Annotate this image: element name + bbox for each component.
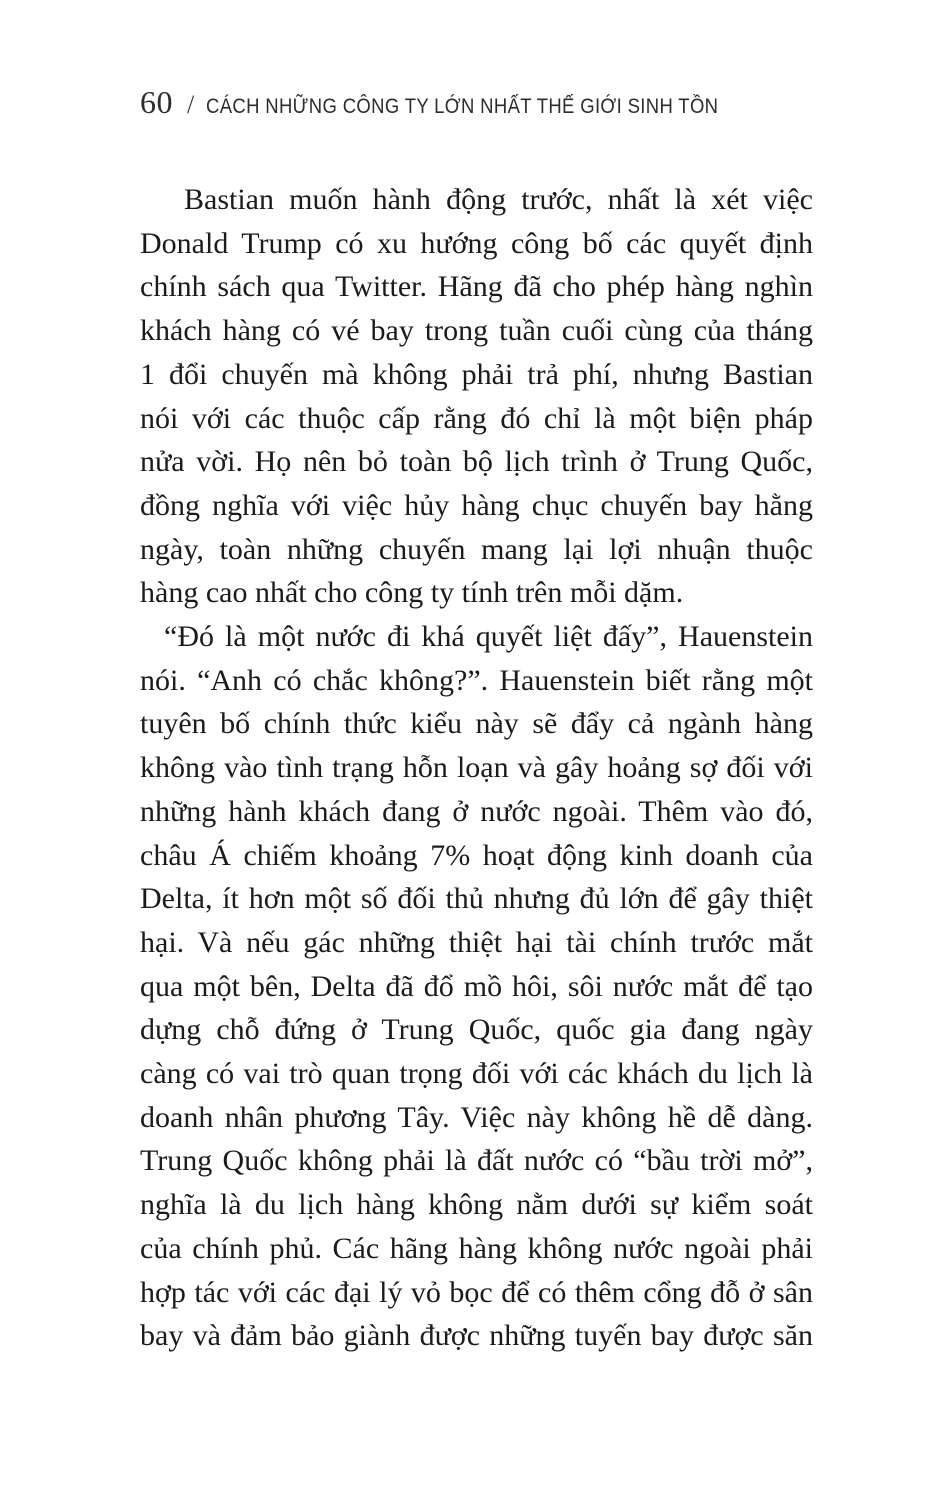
text-line: chính sách qua Twitter. Hãng đã cho phép hàng nghìn bbox=[140, 270, 813, 304]
text-line: Trung Quốc không phải là đất nước có “bầu trời mở”, bbox=[140, 1144, 813, 1178]
text-line: bay và đảm bảo giành được những tuyến bay được săn bbox=[140, 1319, 813, 1353]
text-line: nói với các thuộc cấp rằng đó chỉ là một biện pháp bbox=[140, 401, 813, 435]
text-line: nửa vời. Họ nên bỏ toàn bộ lịch trình ở Trung Quốc, bbox=[140, 445, 813, 479]
text-line: nghĩa là du lịch hàng không nằm dưới sự kiểm soát bbox=[140, 1188, 813, 1222]
text-line: qua một bên, Delta đã đổ mồ hôi, sôi nước mắt để tạo bbox=[140, 969, 813, 1003]
text-line: những hành khách đang ở nước ngoài. Thêm vào đó, bbox=[140, 794, 813, 828]
text-line: của chính phủ. Các hãng hàng không nước ngoài phải bbox=[140, 1231, 813, 1265]
page-header bbox=[140, 84, 788, 120]
text-line: không vào tình trạng hỗn loạn và gây hoảng sợ đối với bbox=[140, 751, 813, 785]
text-line: dựng chỗ đứng ở Trung Quốc, quốc gia đang ngày bbox=[140, 1013, 813, 1047]
text-line: Donald Trump có xu hướng công bố các quyết định bbox=[140, 226, 813, 260]
paragraph-1 bbox=[140, 178, 813, 615]
text-line: hợp tác với các đại lý vỏ bọc để có thêm cổng đỗ ở sân bbox=[140, 1275, 813, 1309]
text-line: khách hàng có vé bay trong tuần cuối cùng của tháng bbox=[140, 314, 813, 348]
running-title: CÁCH NHỮNG CÔNG TY LỚN NHẤT THẾ GIỚI SINH TỒN bbox=[206, 95, 719, 118]
text-line: càng có vai trò quan trọng đối với các khách du lịch là bbox=[140, 1057, 813, 1091]
header-separator: / bbox=[187, 90, 195, 119]
text-line: doanh nhân phương Tây. Việc này không hề dễ dàng. bbox=[140, 1100, 813, 1134]
page-body bbox=[140, 178, 813, 1358]
text-line: đồng nghĩa với việc hủy hàng chục chuyến bay hằng bbox=[140, 488, 813, 522]
text-line: nói. “Anh có chắc không?”. Hauenstein biết rằng một bbox=[140, 663, 813, 697]
paragraph-2 bbox=[140, 615, 813, 1358]
text-line: “Đó là một nước đi khá quyết liệt đấy”, Hauenstein bbox=[164, 620, 813, 654]
text-line: châu Á chiếm khoảng 7% hoạt động kinh doanh của bbox=[140, 838, 813, 872]
text-line: hàng cao nhất cho công ty tính trên mỗi dặm. bbox=[140, 576, 684, 610]
text-line: hại. Và nếu gác những thiệt hại tài chính trước mắt bbox=[140, 925, 813, 959]
text-line: Bastian muốn hành động trước, nhất là xét việc bbox=[184, 183, 813, 216]
text-line: 1 đổi chuyến mà không phải trả phí, nhưng Bastian bbox=[140, 357, 813, 391]
text-line: tuyên bố chính thức kiểu này sẽ đẩy cả ngành hàng bbox=[140, 707, 813, 741]
page-number: 60 bbox=[140, 84, 173, 120]
text-line: ngày, toàn những chuyến mang lại lợi nhuận thuộc bbox=[140, 532, 813, 566]
text-line: Delta, ít hơn một số đối thủ nhưng đủ lớn để gây thiệt bbox=[140, 882, 813, 916]
